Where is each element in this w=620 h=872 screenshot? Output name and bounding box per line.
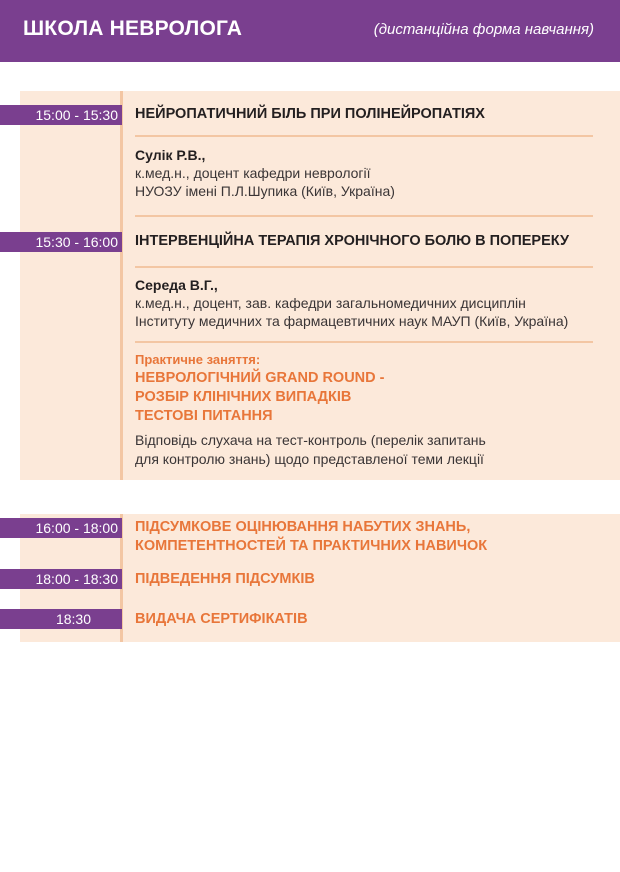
separator [135, 135, 593, 137]
time-label: 18:30 [55, 611, 91, 627]
practical-line: РОЗБІР КЛІНІЧНИХ ВИПАДКІВ [135, 389, 352, 405]
time-label: 15:30 - 16:00 [35, 234, 118, 250]
speaker-affiliation: НУОЗУ імені П.Л.Шупика (Київ, Україна) [135, 183, 395, 199]
time-label: 15:00 - 15:30 [35, 107, 118, 123]
closing-item-line: ПІДСУМКОВЕ ОЦІНЮВАННЯ НАБУТИХ ЗНАНЬ, [135, 519, 471, 535]
page-subtitle: (дистанційна форма навчання) [373, 21, 594, 38]
practical-line: НЕВРОЛОГІЧНИЙ GRAND ROUND - [135, 370, 385, 386]
header-banner [0, 0, 620, 62]
closing-item-line: КОМПЕТЕНТНОСТЕЙ ТА ПРАКТИЧНИХ НАВИЧОК [135, 538, 488, 554]
speaker-block [135, 276, 568, 330]
time-label: 18:00 - 18:30 [35, 571, 118, 587]
closing-item [135, 518, 487, 556]
separator [135, 341, 593, 343]
practical-block [135, 350, 384, 426]
session-title: ІНТЕРВЕНЦІЙНА ТЕРАПІЯ ХРОНІЧНОГО БОЛЮ В ПОПЕРЕКУ [135, 233, 570, 249]
closing-item: ПІДВЕДЕННЯ ПІДСУМКІВ [135, 571, 315, 587]
separator [135, 266, 593, 268]
speaker-affiliation: Інституту медичних та фармацевтичних наук МАУП (Київ, Україна) [135, 313, 569, 329]
time-badge [0, 569, 122, 589]
description-line: для контролю знань) щодо представленої теми лекції [135, 451, 484, 467]
practical-line: ТЕСТОВІ ПИТАННЯ [135, 408, 273, 424]
speaker-title: к.мед.н., доцент кафедри неврології [135, 165, 371, 181]
time-badge [0, 105, 122, 125]
time-badge [0, 609, 122, 629]
description-line: Відповідь слухача на тест-контроль (перелік запитань [135, 432, 486, 448]
time-badge [0, 232, 122, 252]
time-badge [0, 518, 122, 538]
speaker-name: Сулік Р.В., [135, 147, 206, 163]
page-title: ШКОЛА НЕВРОЛОГА [23, 17, 243, 40]
timeline-divider [120, 91, 123, 480]
practical-label: Практичне заняття: [135, 352, 261, 367]
speaker-name: Середа В.Г., [135, 277, 218, 293]
practical-description [135, 431, 486, 469]
session-title: НЕЙРОПАТИЧНИЙ БІЛЬ ПРИ ПОЛІНЕЙРОПАТІЯХ [135, 106, 485, 122]
speaker-title: к.мед.н., доцент, зав. кафедри загальномедичних дисциплін [135, 295, 526, 311]
separator [135, 215, 593, 217]
time-label: 16:00 - 18:00 [35, 520, 118, 536]
speaker-block [135, 146, 395, 200]
closing-item: ВИДАЧА СЕРТИФІКАТІВ [135, 611, 308, 627]
